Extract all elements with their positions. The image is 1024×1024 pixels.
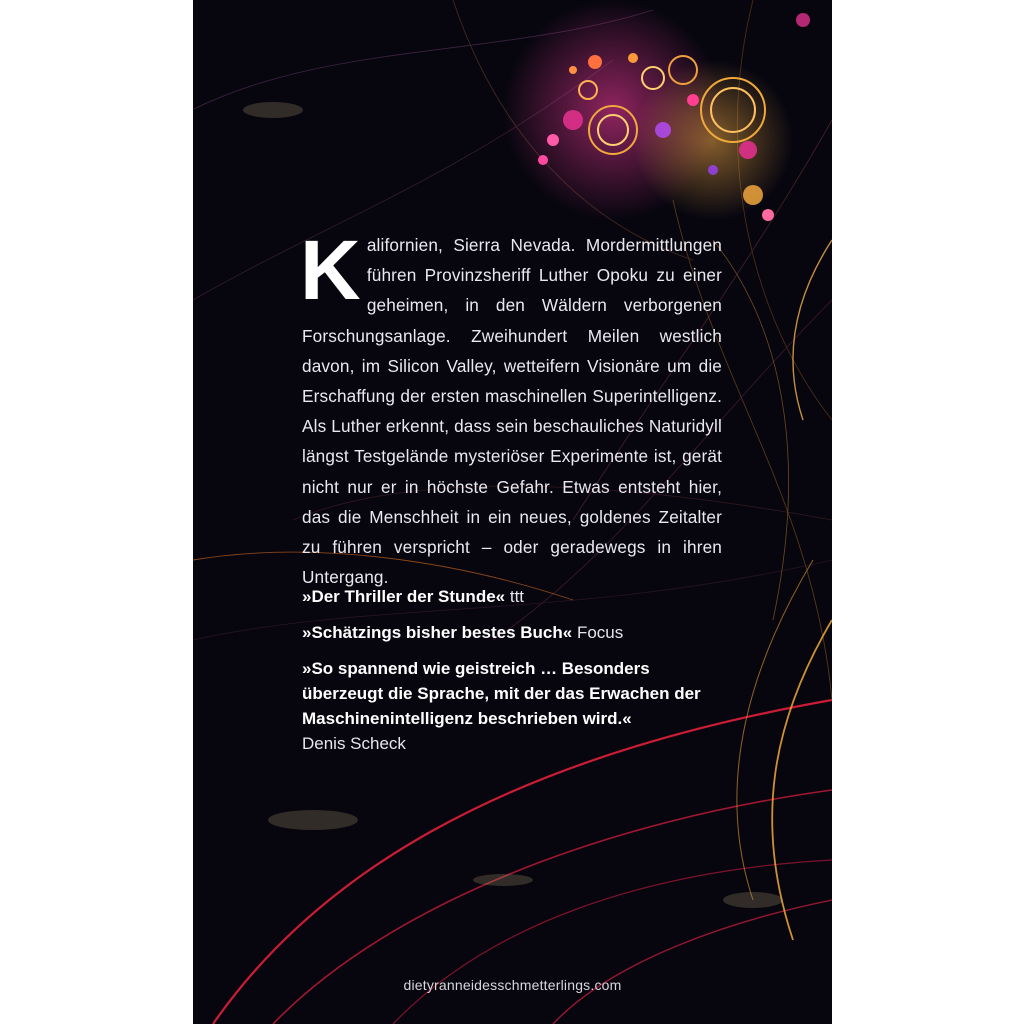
drop-cap-letter: K [300,223,361,317]
quote-source: ttt [509,587,525,606]
book-blurb [300,223,722,592]
book-back-cover [193,0,832,1024]
website-url: dietyranneidesschmetterlings.com [403,977,622,993]
quote-text: »So spannend wie geistreich … Besonders überzeugt die Sprache, mit der das Erwachen der Maschinenintelligenz beschrieben wird.« [302,659,701,728]
press-quotes [302,584,732,767]
press-quote [302,584,732,609]
blurb-text: alifornien, Sierra Nevada. Mordermittlungen führen Provinzsheriff Luther Opoku zu einer geheimen, in den Wäldern verborgenen Forschungsanlage. Zweihundert Meilen westlich davon, im Silicon Valley, wetteifern Visionäre um die Erschaffung der ersten maschinellen Superintelligenz. Als Luther erkennt, dass sein beschauliches Naturidyll längst Testgelände mysteriöser Experimente ist, gerät nicht nur er in höchste Gefahr. Etwas entsteht hier, das die Menschheit in ein neues, goldenes Zeitalter zu führen verspricht – oder geradewegs in ihren Untergang. [302,235,722,588]
press-quote [302,620,732,645]
press-quote [302,656,732,756]
quote-source: Focus [576,623,624,642]
quote-source: Denis Scheck [302,734,406,753]
quote-text: »Schätzings bisher bestes Buch« [302,623,573,642]
quote-text: »Der Thriller der Stunde« [302,587,506,606]
